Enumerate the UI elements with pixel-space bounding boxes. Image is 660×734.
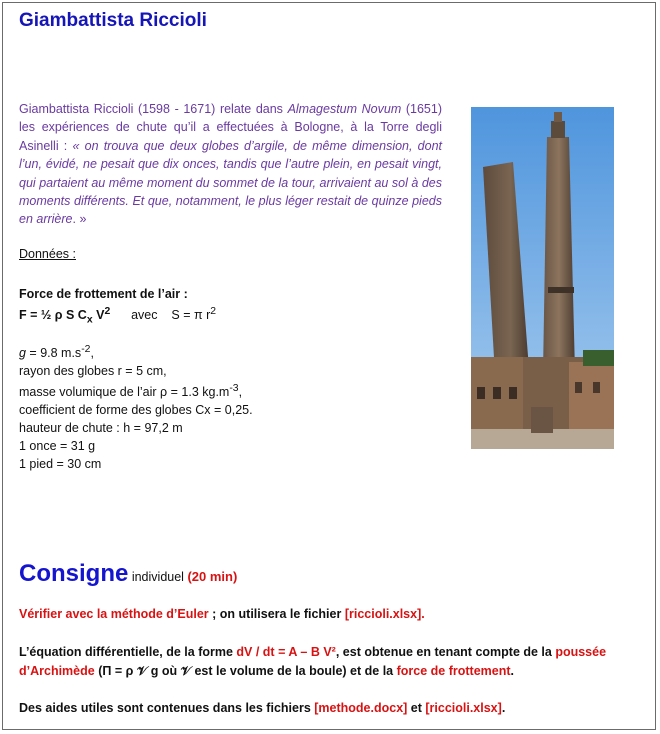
consigne-heading: Consigne individuel (20 min) [19, 560, 238, 587]
force-label: Force de frottement de l’air : [19, 287, 188, 301]
instruction-euler: Vérifier avec la méthode d’Euler ; on utilisera le fichier [riccioli.xlsx]. [19, 607, 425, 621]
riccioli-file-link-2[interactable]: [riccioli.xlsx] [425, 701, 502, 715]
riccioli-quote: « on trouva que deux globes d’argile, de même dimension, dont l’un, évidé, ne pesait que dix onces, tandis que l’autre plein, en pesait vingt, qui partaient au même moment du sommet de la tour, arrivaient au sol à des moments différents. Et que, notamment, le plus léger restait de quinze pieds en arrière [19, 138, 442, 227]
instruction-equation: L’équation différentielle, de la forme dV / dt = A – B V², est obtenue en tenant compte de la poussée d’Archimède (Π = ρ 𝒱 g où 𝒱 est le volume de la boule) et de la force de frottement. [19, 645, 607, 678]
list-item: 1 once = 31 g [19, 439, 96, 454]
formula-block [19, 285, 216, 330]
book-title: Almagestum Novum [287, 102, 402, 116]
list-item: masse volumique de l’air ρ = 1.3 $kg.m^{-3}$, [19, 383, 243, 400]
data-values-list [19, 341, 253, 473]
instruction-help-files: Des aides utiles sont contenues dans les fichiers [methode.docx] et [riccioli.xlsx]. [19, 701, 506, 715]
intro-paragraph: Giambattista Riccioli (1598 - 1671) relate dans Almagestum Novum (1651) les expériences de chute qu’il a effectuées à Bologne, à la Torre degli Asinelli : « on trouva que deux globes d’argile, de même dimension, dont l’un, évidé, ne pesait que dix onces, tandis que l’autre plein, en pesait vingt, qui partaient au même moment du sommet de la tour, arrivaient au sol à des moments différents. Et que, notamment, le plus léger restait de quinze pieds en arrière. » [19, 102, 442, 227]
methode-file-link[interactable]: [methode.docx] [314, 701, 408, 715]
list-item: g = 9.8 $m.s^{-2}$, [19, 344, 94, 361]
list-item: rayon des globes r = 5 cm, [19, 364, 167, 379]
page-title: Giambattista Riccioli [19, 10, 207, 31]
list-item: hauteur de chute : h = 97,2 m [19, 421, 183, 436]
donnees-heading: Données : [19, 247, 76, 261]
list-item: 1 pied = 30 cm [19, 457, 102, 472]
list-item: coefficient de forme des globes Cx = 0,25. [19, 403, 253, 418]
bologna-towers-photo [471, 107, 614, 449]
riccioli-file-link[interactable]: [riccioli.xlsx]. [344, 607, 425, 621]
drag-formula: F = ½ ρ S $C_x$ $V^2$ avec S = π $r^2$ [19, 306, 217, 326]
